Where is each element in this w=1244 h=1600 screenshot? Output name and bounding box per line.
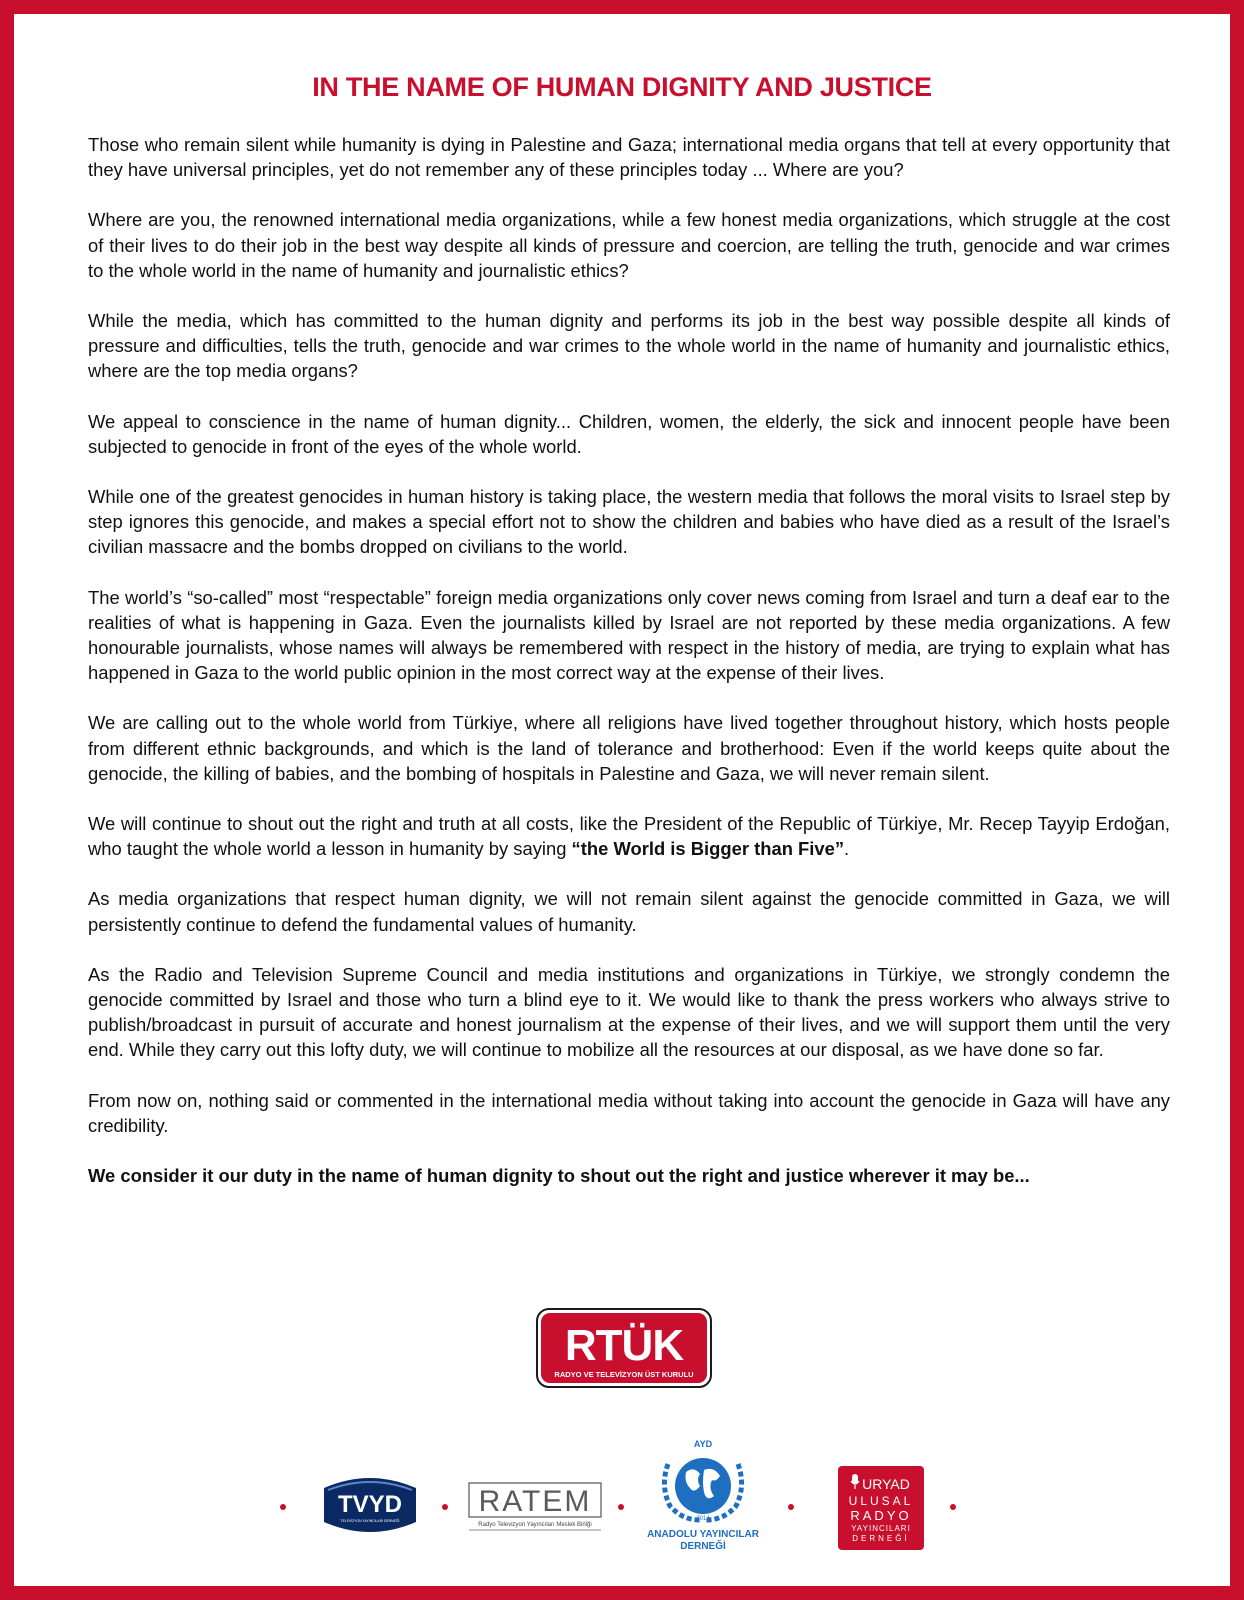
uryad-logo-line2: RADYO [850,1508,912,1523]
ratem-logo [468,1482,602,1532]
paragraph-7: We are calling out to the whole world from Türkiye, where all religions have lived together throughout history, which hosts people from different ethnic backgrounds, and which is the land of tolerance and brotherhood: Even if the world keeps quite about the genocide, the killing of babies, and the bombing of hospitals in Palestine and Gaza, we will never remain silent. [88,712,1170,784]
ayd-logo-line1: ANADOLU YAYINCILAR [647,1529,759,1540]
paragraph-2: Where are you, the renowned international media organizations, while a few honest media organizations, which struggle at the cost of their lives to do their job in the best way despite all kinds of pressure and coercion, are telling the truth, genocide and war crimes to the whole world in the name of humanity and journalistic ethics? [88,209,1170,281]
page-title: IN THE NAME OF HUMAN DIGNITY AND JUSTICE [312,72,932,102]
separator-dot [280,1504,286,1510]
bigger-than-five-quote: “the World is Bigger than Five” [571,838,845,860]
letter-page [14,14,1230,1586]
paragraph-8-text: We will continue to shout out the right and truth at all costs, like the President of the Republic of Türkiye, Mr. Recep Tayyip Erdoğan, who taught the whole world a lesson in humanity by saying [88,813,1170,860]
ratem-logo-name: RATEM [478,1485,592,1518]
paragraph-3: While the media, which has committed to the human dignity and performs its job in the best way possible despite all kinds of pressure and difficulties, tells the truth, genocide and war crimes to the whole world in the name of humanity and journalistic ethics, where are the top media organs? [88,310,1170,382]
paragraph-4: We appeal to conscience in the name of human dignity... Children, women, the elderly, the sick and innocent people have been subjected to genocide in front of the eyes of the whole world. [88,410,1170,457]
rtuk-logo-subtitle: RADYO VE TELEVİZYON ÜST KURULU [554,1370,694,1379]
rtuk-logo-name: RTÜK [564,1321,684,1370]
rtuk-logo [536,1308,712,1388]
separator-dot [788,1504,794,1510]
paragraph-6: The world’s “so-called” most “respectable” foreign media organizations only cover news coming from Israel and turn a deaf ear to the realities of what is happening in Gaza. Even the journalists killed by Israel are not reported by these media organizations. A few honourable journalists, whose names will always be remembered with respect in the history of media, are trying to explain what has happened in Gaza to the world public opinion in the most correct way at the expense of their lives. [88,586,1170,684]
separator-dot [442,1504,448,1510]
paragraph-1: Those who remain silent while humanity is dying in Palestine and Gaza; international media organs that tell at every opportunity that they have universal principles, yet do not remember any of these principles today ... Where are you? [88,134,1170,181]
ayd-logo-top: AYD [693,1439,713,1449]
ayd-logo-line2: DERNEĞİ [680,1541,726,1552]
tvyd-logo-name: TVYD [337,1491,403,1518]
uryad-logo-line1: ULUSAL [848,1494,914,1508]
uryad-logo-line4: DERNEĞİ [852,1534,910,1543]
ratem-logo-subtitle: Radyo Televizyon Yayıncıları Meslek Birliği [478,1522,592,1528]
closing-statement: We consider it our duty in the name of human dignity to shout out the right and justice wherever it may be... [88,1165,1030,1187]
paragraph-5: While one of the greatest genocides in human history is taking place, the western media that follows the moral visits to Israel step by step ignores this genocide, and makes a special effort not to show the children and babies who have died as a result of the Israel’s civilian massacre and the bombs dropped on civilians to the world. [88,486,1170,558]
ayd-logo-year: 2014 [696,1516,710,1522]
separator-dot [618,1504,624,1510]
paragraph-9: As media organizations that respect human dignity, we will not remain silent against the genocide committed in Gaza, we will persistently continue to defend the fundamental values of humanity. [88,888,1170,935]
letter-body [88,132,1170,1213]
uryad-logo [838,1466,924,1550]
ayd-logo [644,1436,762,1552]
uryad-logo-line3: YAYINCILARI [851,1524,911,1533]
tvyd-logo-subtitle: TELEVİZYON YAYINCILARI DERNEĞİ [340,1519,400,1523]
partner-logos [14,1434,1230,1554]
paragraph-10: As the Radio and Television Supreme Council and media institutions and organizations in Türkiye, we strongly condemn the genocide committed by Israel and those who turn a blind eye to it. We would like to thank the press workers who always strive to publish/broadcast in pursuit of accurate and honest journalism at the expense of their lives, and we will support them until the very end. While they carry out this lofty duty, we will continue to mobilize all the resources at our disposal, as we have done so far. [88,963,1170,1061]
tvyd-logo [318,1470,422,1540]
uryad-logo-name: URYAD [862,1476,910,1492]
paragraph-8 [88,811,1170,861]
paragraph-8-end: . [844,838,850,860]
separator-dot [950,1504,956,1510]
paragraph-11: From now on, nothing said or commented in the international media without taking into account the genocide in Gaza will have any credibility. [88,1089,1170,1136]
